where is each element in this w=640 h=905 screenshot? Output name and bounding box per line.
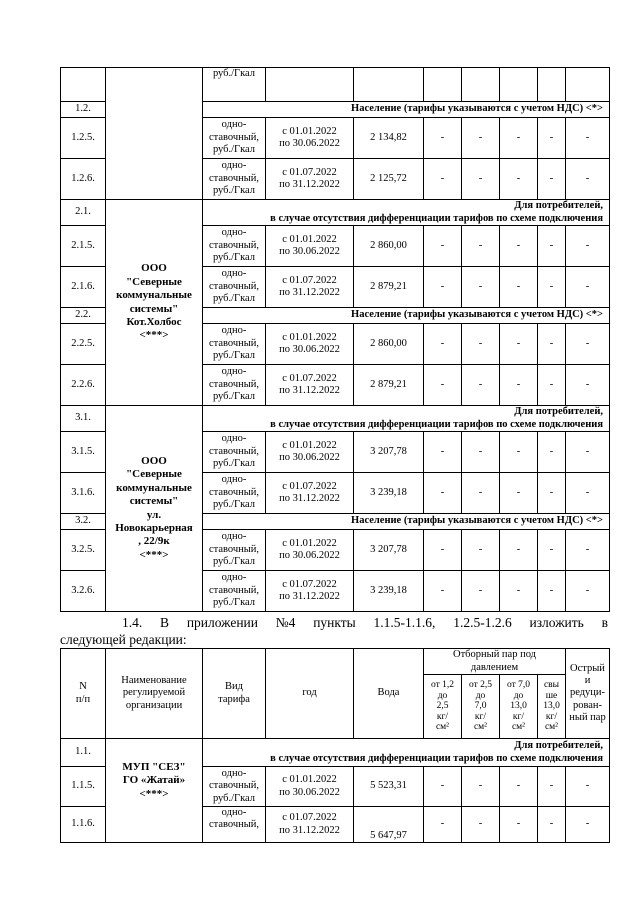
paragraph-word: №4 — [275, 615, 296, 630]
dash-cell: - — [424, 118, 462, 159]
dash-cell: - — [500, 118, 538, 159]
dash-cell: - — [566, 324, 610, 365]
row-number: 3.2.5. — [61, 530, 106, 571]
row-number: 2.1.5. — [61, 226, 106, 267]
tariff-value: 3 239,18 — [354, 571, 424, 612]
section-row — [61, 739, 610, 767]
table-row — [61, 68, 610, 102]
amendment-paragraph — [60, 614, 608, 648]
section-title: Для потребителей, в случае отсутствия дифференциации тарифов по схеме подключения — [203, 406, 610, 432]
dash-cell: - — [538, 159, 566, 200]
row-number: 3.2.6. — [61, 571, 106, 612]
row-number: 1.1. — [61, 739, 106, 767]
paragraph-line-2: следующей редакции: — [60, 632, 187, 647]
dash-cell: - — [566, 571, 610, 612]
org-name: ООО "Северные коммунальные системы" Кот.Холбос <***> — [106, 200, 203, 406]
empty-cell — [424, 68, 462, 102]
row-number: 3.1.5. — [61, 432, 106, 473]
tariff-type: одно- ставочный, руб./Гкал — [203, 159, 266, 200]
paragraph-word: В — [160, 615, 170, 630]
dash-cell: - — [500, 473, 538, 514]
dash-cell: - — [566, 767, 610, 807]
dash-cell: - — [424, 365, 462, 406]
tariff-value: 2 879,21 — [354, 365, 424, 406]
empty-cell — [566, 68, 610, 102]
section-title: Население (тарифы указываются с учетом НДС) <*> — [203, 308, 610, 324]
dash-cell: - — [538, 571, 566, 612]
tariff-value: 5 523,31 — [354, 767, 424, 807]
dash-cell: - — [566, 473, 610, 514]
tariff-value: 2 860,00 — [354, 324, 424, 365]
dash-cell: - — [538, 226, 566, 267]
tariff-period: с 01.07.2022 по 31.12.2022 — [266, 365, 354, 406]
dash-cell: - — [566, 807, 610, 843]
dash-cell: - — [538, 267, 566, 308]
tariff-value: 3 207,78 — [354, 530, 424, 571]
dash-cell: - — [500, 159, 538, 200]
tariff-value: 3 239,18 — [354, 473, 424, 514]
header-tariff-type: Вид тарифа — [203, 649, 266, 739]
dash-cell: - — [538, 807, 566, 843]
section-title: Для потребителей, в случае отсутствия дифференциации тарифов по схеме подключения — [203, 200, 610, 226]
tariff-type: одно- ставочный, — [203, 807, 266, 843]
dash-cell: - — [566, 118, 610, 159]
section-title: Население (тарифы указываются с учетом НДС) <*> — [203, 102, 610, 118]
paragraph-word: пункты — [313, 615, 356, 630]
dash-cell: - — [462, 118, 500, 159]
tariff-period: с 01.01.2022 по 30.06.2022 — [266, 118, 354, 159]
row-number: 1.1.5. — [61, 767, 106, 807]
dash-cell: - — [566, 159, 610, 200]
dash-cell: - — [538, 432, 566, 473]
tariff-period: с 01.01.2022 по 30.06.2022 — [266, 432, 354, 473]
dash-cell: - — [424, 226, 462, 267]
dash-cell: - — [538, 530, 566, 571]
paragraph-line-1 — [60, 614, 608, 631]
row-number: 2.1.6. — [61, 267, 106, 308]
dash-cell: - — [500, 432, 538, 473]
dash-cell: - — [500, 324, 538, 365]
row-number: 2.2. — [61, 308, 106, 324]
section-row — [61, 200, 610, 226]
dash-cell: - — [500, 226, 538, 267]
dash-cell: - — [538, 767, 566, 807]
header-steam-col: от 2,5 до 7,0 кг/ см² — [462, 675, 500, 739]
dash-cell: - — [538, 473, 566, 514]
tariff-value: 2 879,21 — [354, 267, 424, 308]
paragraph-word: в — [601, 615, 608, 630]
tariff-table-appendix-4 — [60, 648, 610, 843]
empty-cell — [354, 68, 424, 102]
tariff-table-continued — [60, 67, 610, 612]
paragraph-word: приложении — [186, 615, 258, 630]
header-year: год — [266, 649, 354, 739]
empty-cell — [266, 68, 354, 102]
org-name: МУП "СЕЗ" ГО «Жатай» <***> — [106, 739, 203, 843]
dash-cell: - — [462, 473, 500, 514]
section-row — [61, 406, 610, 432]
tariff-type: одно- ставочный, руб./Гкал — [203, 432, 266, 473]
tariff-value: 2 134,82 — [354, 118, 424, 159]
section-title: Население (тарифы указываются с учетом НДС) <*> — [203, 514, 610, 530]
tariff-value: 3 207,78 — [354, 432, 424, 473]
dash-cell: - — [566, 432, 610, 473]
row-number: 1.2.6. — [61, 159, 106, 200]
tariff-period: с 01.07.2022 по 31.12.2022 — [266, 267, 354, 308]
row-number — [61, 68, 106, 102]
paragraph-word: 1.4. — [122, 615, 143, 630]
dash-cell: - — [424, 432, 462, 473]
row-number: 2.2.6. — [61, 365, 106, 406]
header-num: N п/п — [61, 649, 106, 739]
org-name-cell — [106, 68, 203, 200]
tariff-period: с 01.07.2022 по 31.12.2022 — [266, 807, 354, 843]
empty-cell — [500, 68, 538, 102]
tariff-period: с 01.07.2022 по 31.12.2022 — [266, 159, 354, 200]
dash-cell: - — [538, 365, 566, 406]
dash-cell: - — [462, 767, 500, 807]
dash-cell: - — [424, 767, 462, 807]
row-number: 3.1. — [61, 406, 106, 432]
dash-cell: - — [500, 571, 538, 612]
dash-cell: - — [424, 159, 462, 200]
row-number: 2.1. — [61, 200, 106, 226]
row-number: 1.1.6. — [61, 807, 106, 843]
dash-cell: - — [462, 267, 500, 308]
row-number: 1.2. — [61, 102, 106, 118]
header-water: Вода — [354, 649, 424, 739]
dash-cell: - — [424, 324, 462, 365]
row-number: 2.2.5. — [61, 324, 106, 365]
empty-cell — [538, 68, 566, 102]
tariff-value: 5 647,97 — [354, 807, 424, 843]
tariff-type: одно- ставочный, руб./Гкал — [203, 530, 266, 571]
paragraph-word: 1.2.5-1.2.6 — [453, 615, 512, 630]
tariff-period: с 01.01.2022 по 30.06.2022 — [266, 530, 354, 571]
tariff-type: одно- ставочный, руб./Гкал — [203, 365, 266, 406]
dash-cell: - — [500, 530, 538, 571]
header-steam-col: от 1,2 до 2,5 кг/ см² — [424, 675, 462, 739]
dash-cell: - — [462, 571, 500, 612]
paragraph-word: 1.1.5-1.1.6, — [373, 615, 436, 630]
dash-cell: - — [462, 365, 500, 406]
tariff-value: 2 125,72 — [354, 159, 424, 200]
row-number: 3.1.6. — [61, 473, 106, 514]
dash-cell: - — [462, 530, 500, 571]
tariff-value: 2 860,00 — [354, 226, 424, 267]
row-number: 3.2. — [61, 514, 106, 530]
dash-cell: - — [500, 767, 538, 807]
tariff-type: одно- ставочный, руб./Гкал — [203, 267, 266, 308]
tariff-type: одно- ставочный, руб./Гкал — [203, 118, 266, 159]
dash-cell: - — [462, 226, 500, 267]
tariff-period: с 01.07.2022 по 31.12.2022 — [266, 473, 354, 514]
tariff-type: одно- ставочный, руб./Гкал — [203, 767, 266, 807]
dash-cell: - — [424, 807, 462, 843]
dash-cell: - — [566, 226, 610, 267]
tariff-period: с 01.01.2022 по 30.06.2022 — [266, 324, 354, 365]
tariff-type: руб./Гкал — [203, 68, 266, 102]
tariff-period: с 01.01.2022 по 30.06.2022 — [266, 767, 354, 807]
dash-cell: - — [462, 432, 500, 473]
dash-cell: - — [424, 571, 462, 612]
dash-cell: - — [462, 324, 500, 365]
row-number: 1.2.5. — [61, 118, 106, 159]
empty-cell — [462, 68, 500, 102]
header-steam-col: свы ше 13,0 кг/ см² — [538, 675, 566, 739]
dash-cell: - — [566, 530, 610, 571]
dash-cell: - — [566, 267, 610, 308]
tariff-type: одно- ставочный, руб./Гкал — [203, 324, 266, 365]
dash-cell: - — [462, 807, 500, 843]
section-title: Для потребителей, в случае отсутствия дифференциации тарифов по схеме подключения — [203, 739, 610, 767]
dash-cell: - — [424, 473, 462, 514]
dash-cell: - — [500, 807, 538, 843]
dash-cell: - — [424, 530, 462, 571]
tariff-type: одно- ставочный, руб./Гкал — [203, 473, 266, 514]
dash-cell: - — [538, 118, 566, 159]
dash-cell: - — [566, 365, 610, 406]
header-sharp-steam: Острый и редуци- рован- ный пар — [566, 649, 610, 739]
dash-cell: - — [500, 267, 538, 308]
tariff-period: с 01.07.2022 по 31.12.2022 — [266, 571, 354, 612]
tariff-type: одно- ставочный, руб./Гкал — [203, 226, 266, 267]
tariff-period: с 01.01.2022 по 30.06.2022 — [266, 226, 354, 267]
dash-cell: - — [462, 159, 500, 200]
header-row — [61, 649, 610, 675]
dash-cell: - — [500, 365, 538, 406]
dash-cell: - — [424, 267, 462, 308]
header-org: Наименование регулируемой организации — [106, 649, 203, 739]
header-steam-group: Отборный пар под давлением — [424, 649, 566, 675]
header-steam-col: от 7,0 до 13,0 кг/ см² — [500, 675, 538, 739]
dash-cell: - — [538, 324, 566, 365]
org-name: ООО "Северные коммунальные системы" ул. Новокарьерная , 22/9к <***> — [106, 406, 203, 612]
paragraph-word: изложить — [529, 615, 584, 630]
tariff-type: одно- ставочный, руб./Гкал — [203, 571, 266, 612]
